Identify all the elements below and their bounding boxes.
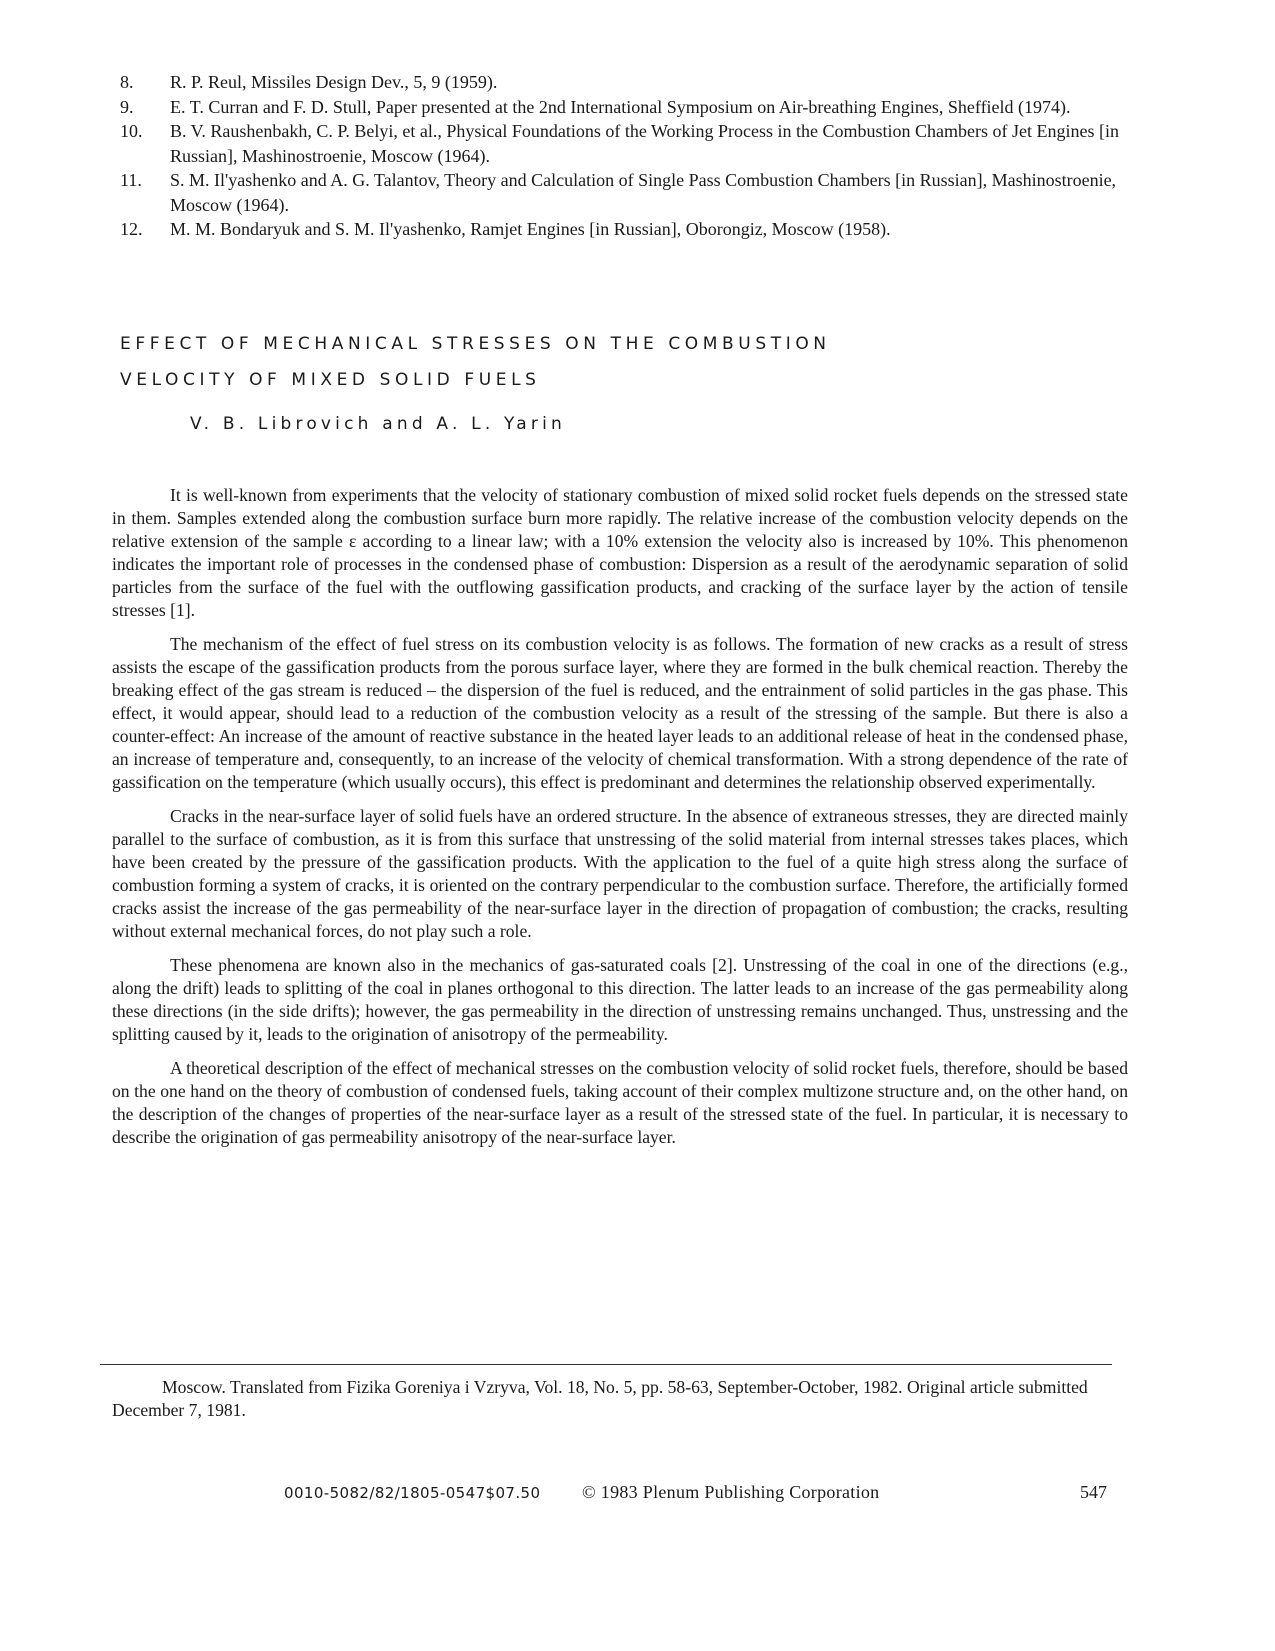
reference-text: M. M. Bondaryuk and S. M. Il'yashenko, Ramjet Engines [in Russian], Oborongiz, Moscow (1958).: [170, 219, 891, 239]
reference-item: [118, 119, 1168, 168]
reference-text: B. V. Raushenbakh, C. P. Belyi, et al., Physical Foundations of the Working Process in the Combustion Chambers of Jet Engines [in Russian], Mashinostroenie, Moscow (1964).: [170, 121, 1119, 166]
reference-text: R. P. Reul, Missiles Design Dev., 5, 9 (1959).: [170, 72, 498, 92]
reference-number: 9.: [120, 96, 134, 117]
body-paragraph: It is well-known from experiments that the velocity of stationary combustion of mixed solid rocket fuels depends on the stressed state in them. Samples extended along the combustion surface burn more rapidly. The relative increase of the combustion velocity depends on the relative extension of the sample ε according to a linear law; with a 10% extension the velocity also is increased by 10%. This phenomenon indicates the important role of processes in the condensed phase of combustion: Dispersion as a result of the aerodynamic separation of solid particles from the surface of the fuel with the outflowing gassification products, and cracking of the surface layer by the action of tensile stresses [1].: [112, 485, 1128, 620]
body-paragraph: These phenomena are known also in the mechanics of gas-saturated coals [2]. Unstressing of the coal in one of the directions (e.g., along the drift) leads to splitting of the coal in planes orthogonal to this direction. The latter leads to an increase of the gas permeability along these directions (in the side drifts); however, the gas permeability in the direction of unstressing remains unchanged. Thus, unstressing and the splitting caused by it, leads to the origination of anisotropy of the permeability.: [112, 955, 1128, 1044]
reference-list: [118, 70, 1168, 242]
reference-item: [118, 70, 1168, 95]
body-paragraph: The mechanism of the effect of fuel stress on its combustion velocity is as follows. The formation of new cracks as a result of stress assists the escape of the gassification products from the porous surface layer, where they are formed in the bulk chemical reaction. Thereby the breaking effect of the gas stream is reduced – the dispersion of the fuel is reduced, and the entrainment of solid particles in the gas phase. This effect, it would appear, should lead to a reduction of the combustion velocity as a result of the stressing of the sample. But there is also a counter-effect: An increase of the amount of reactive substance in the heated layer leads to an additional release of heat in the condensed phase, an increase of temperature and, consequently, to an increase of the velocity of chemical transformation. With a strong dependence of the rate of gassification on the temperature (which usually occurs), this effect is predominant and determines the relationship observed experimentally.: [112, 634, 1128, 792]
article-title-line-1: EFFECT OF MECHANICAL STRESSES ON THE COMBUSTION: [120, 334, 831, 354]
reference-number: 10.: [120, 121, 143, 141]
article-title-line-2: VELOCITY OF MIXED SOLID FUELS: [120, 370, 541, 390]
reference-number: 8.: [120, 72, 134, 92]
page-number: 547: [1080, 1482, 1107, 1502]
footnote-divider: [100, 1364, 1112, 1365]
reference-text: S. M. Il'yashenko and A. G. Talantov, Theory and Calculation of Single Pass Combustion Chambers [in Russian], Mashinostroenie, Moscow (1964).: [170, 170, 1117, 215]
reference-item: [118, 95, 1168, 120]
footnote: Moscow. Translated from Fizika Goreniya i Vzryva, Vol. 18, No. 5, pp. 58-63, September-October, 1982. Original article submitted December 7, 1981.: [112, 1377, 1088, 1420]
reference-item: [118, 168, 1168, 217]
article-authors: V. B. Librovich and A. L. Yarin: [190, 414, 566, 434]
copyright-notice: © 1983 Plenum Publishing Corporation: [582, 1482, 880, 1502]
article-body: [112, 484, 1128, 1160]
body-paragraph: A theoretical description of the effect of mechanical stresses on the combustion velocity of solid rocket fuels, therefore, should be based on the one hand on the theory of combustion of condensed fuels, taking account of their complex multizone structure and, on the other hand, on the description of the changes of properties of the near-surface layer as a result of the stressed state of the fuel. In particular, it is necessary to describe the origination of gas permeability anisotropy of the near-surface layer.: [112, 1058, 1128, 1147]
body-paragraph: Cracks in the near-surface layer of solid fuels have an ordered structure. In the absence of extraneous stresses, they are directed mainly parallel to the surface of combustion, as it is from this surface that unstressing of the solid material from internal stresses takes places, which have been created by the pressure of the gassification products. With the application to the fuel of a quite high stress along the surface of combustion forming a system of cracks, it is oriented on the contrary perpendicular to the combustion surface. Therefore, the artificially formed cracks assist the increase of the gas permeability of the near-surface layer in the direction of propagation of combustion; the cracks, resulting without external mechanical forces, do not play such a role.: [112, 806, 1128, 941]
reference-text: E. T. Curran and F. D. Stull, Paper presented at the 2nd International Symposium on Air-breathing Engines, Sheffield (1974).: [170, 96, 1071, 117]
reference-number: 12.: [120, 219, 143, 239]
reference-item: [118, 217, 1168, 242]
article-code: 0010-5082/82/1805-0547$07.50: [284, 1484, 541, 1502]
reference-number: 11.: [120, 170, 142, 190]
